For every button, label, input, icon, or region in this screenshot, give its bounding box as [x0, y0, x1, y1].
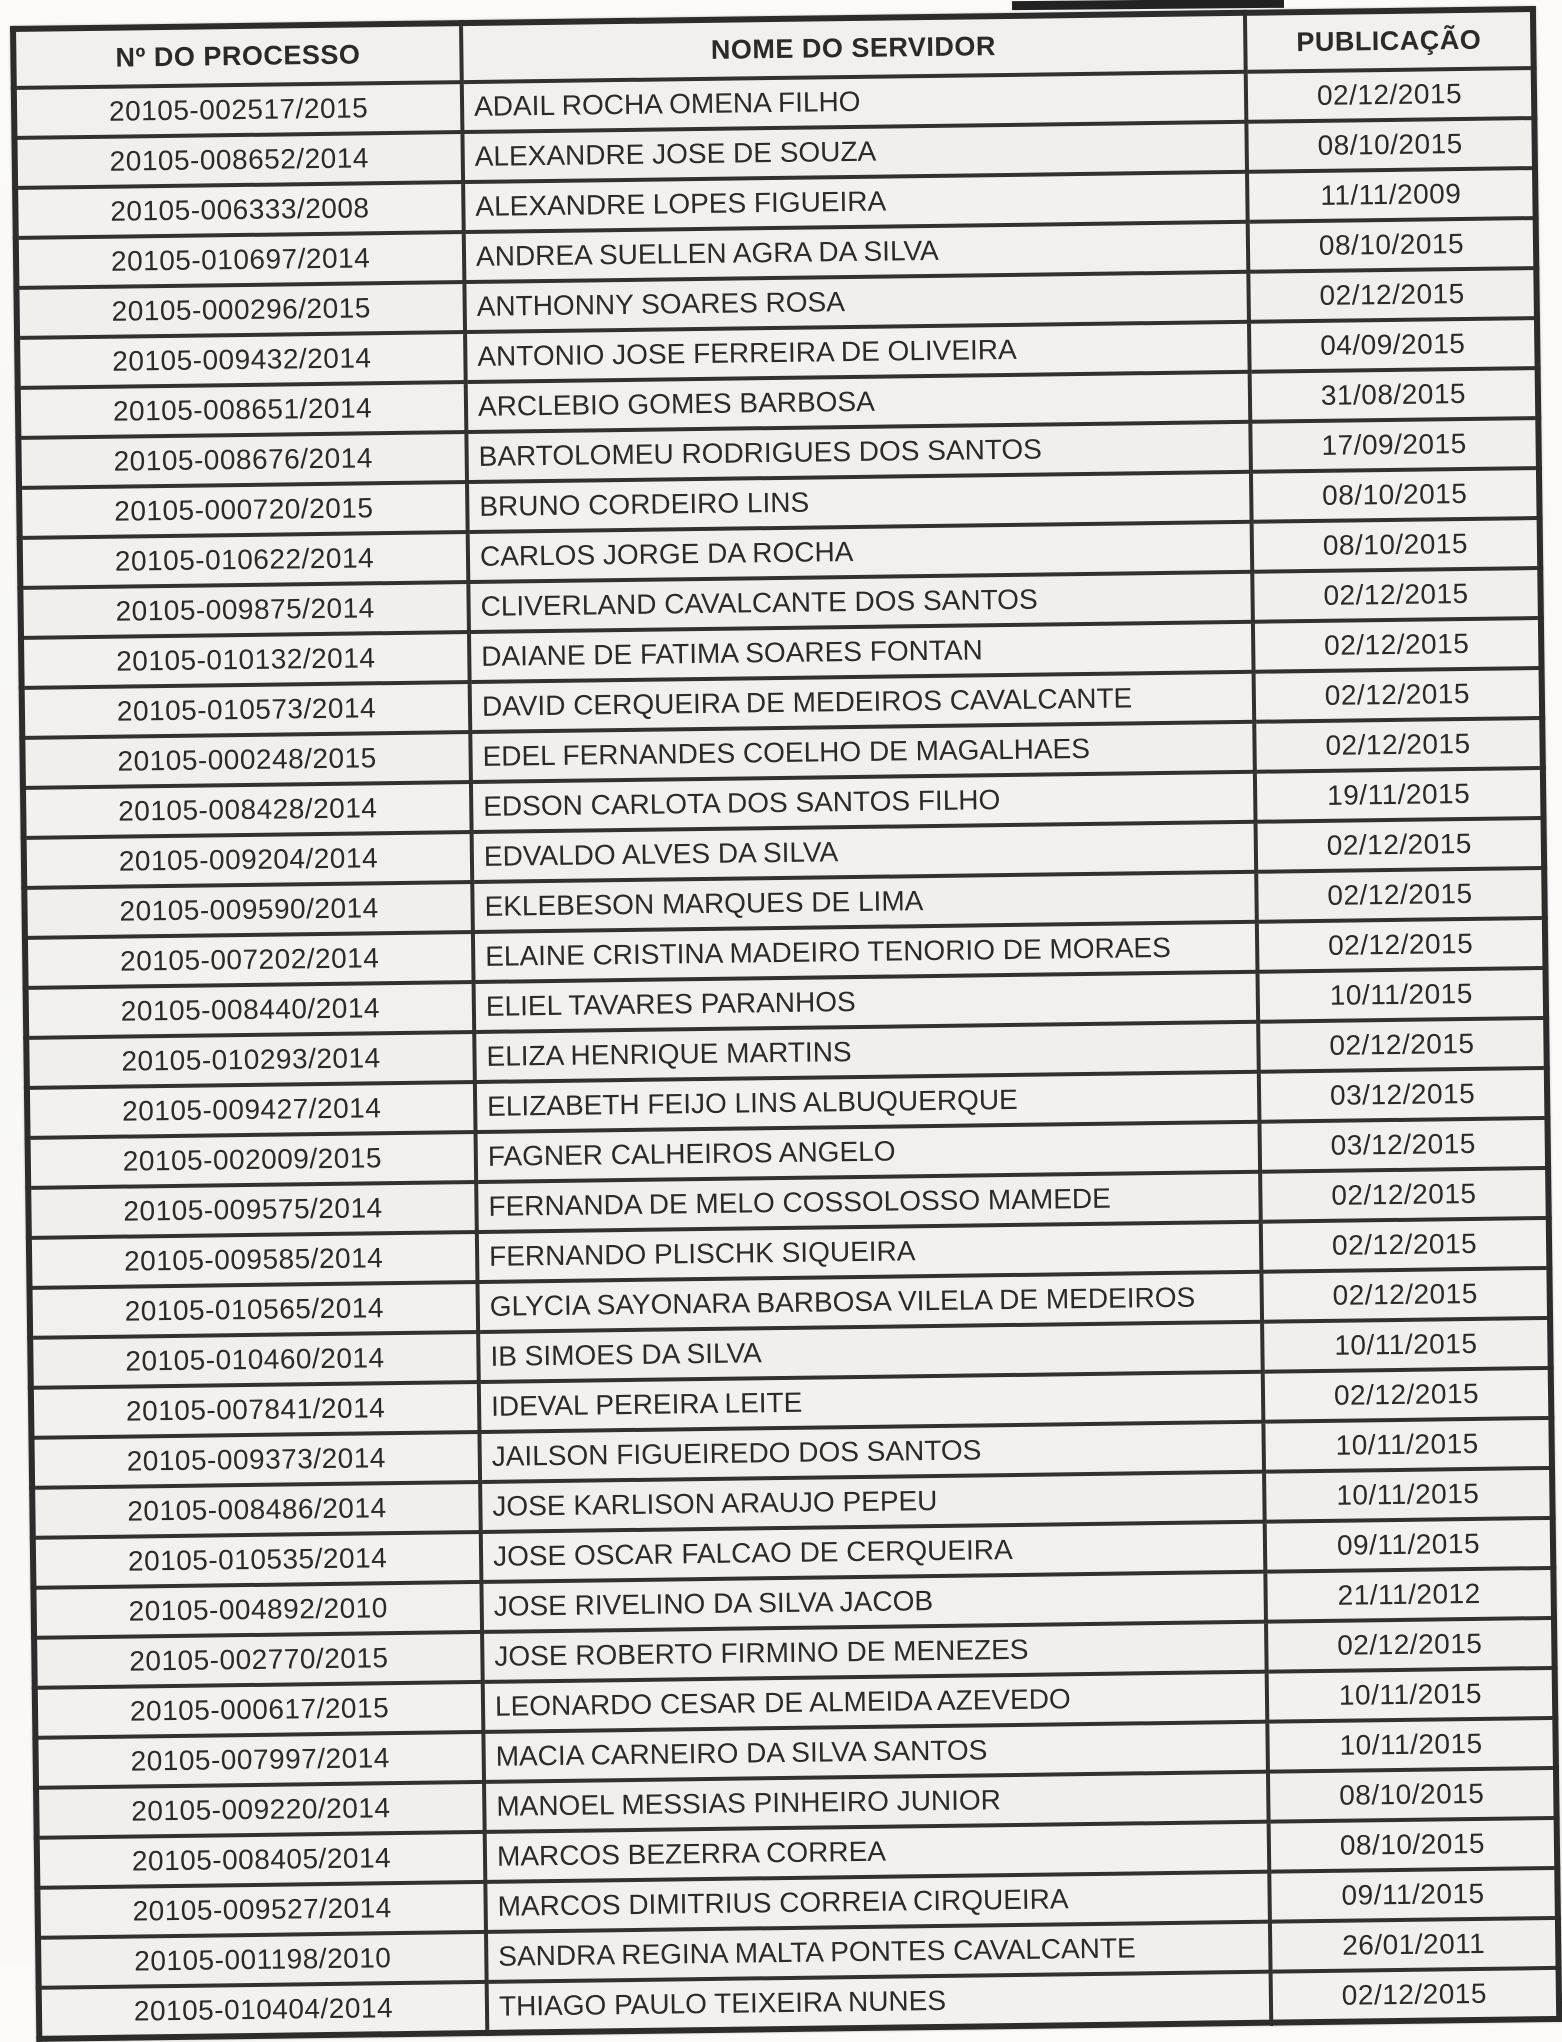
cell-processo-number: 20105-009590/2014 [24, 882, 473, 938]
cell-servidor-name: JAILSON FIGUEIREDO DOS SANTOS [479, 1422, 1264, 1482]
cell-publicacao-date: 09/11/2015 [1269, 1868, 1558, 1922]
cell-servidor-name: FERNANDA DE MELO COSSOLOSSO MAMEDE [476, 1172, 1261, 1232]
cell-processo-number: 20105-009527/2014 [37, 1882, 486, 1938]
cell-servidor-name: ANTONIO JOSE FERREIRA DE OLIVEIRA [465, 322, 1250, 382]
cell-servidor-name: BARTOLOMEU RODRIGUES DOS SANTOS [466, 422, 1251, 482]
cell-publicacao-date: 02/12/2015 [1261, 1218, 1550, 1272]
cell-publicacao-date: 02/12/2015 [1254, 718, 1543, 772]
cell-publicacao-date: 10/11/2015 [1267, 1718, 1556, 1772]
cell-servidor-name: DAIANE DE FATIMA SOARES FONTAN [469, 622, 1254, 682]
cell-servidor-name: JOSE OSCAR FALCAO DE CERQUEIRA [481, 1522, 1266, 1582]
cell-processo-number: 20105-010535/2014 [33, 1532, 482, 1588]
cell-publicacao-date: 02/12/2015 [1248, 268, 1537, 322]
cell-processo-number: 20105-010573/2014 [22, 682, 471, 738]
cell-publicacao-date: 11/11/2009 [1247, 168, 1536, 222]
cell-servidor-name: MARCOS DIMITRIUS CORREIA CIRQUEIRA [485, 1872, 1270, 1932]
cell-servidor-name: THIAGO PAULO TEIXEIRA NUNES [487, 1972, 1272, 2033]
cell-publicacao-date: 02/12/2015 [1253, 618, 1542, 672]
cell-publicacao-date: 31/08/2015 [1250, 368, 1539, 422]
cell-servidor-name: ANTHONNY SOARES ROSA [464, 272, 1249, 332]
cell-processo-number: 20105-009373/2014 [31, 1432, 480, 1488]
cell-processo-number: 20105-002517/2015 [14, 82, 463, 138]
cell-publicacao-date: 04/09/2015 [1249, 318, 1538, 372]
cell-processo-number: 20105-007997/2014 [35, 1732, 484, 1788]
cell-processo-number: 20105-007841/2014 [31, 1382, 480, 1438]
cell-servidor-name: JOSE ROBERTO FIRMINO DE MENEZES [482, 1622, 1267, 1682]
cell-processo-number: 20105-006333/2008 [15, 182, 464, 238]
cell-publicacao-date: 03/12/2015 [1259, 1068, 1548, 1122]
cell-processo-number: 20105-010404/2014 [39, 1982, 488, 2039]
cell-publicacao-date: 02/12/2015 [1256, 868, 1545, 922]
cell-publicacao-date: 10/11/2015 [1264, 1468, 1553, 1522]
cell-publicacao-date: 08/10/2015 [1246, 118, 1535, 172]
cell-publicacao-date: 19/11/2015 [1255, 768, 1544, 822]
cell-publicacao-date: 10/11/2015 [1263, 1418, 1552, 1472]
cell-processo-number: 20105-010622/2014 [20, 532, 469, 588]
cell-processo-number: 20105-010293/2014 [26, 1032, 475, 1088]
cell-processo-number: 20105-009432/2014 [17, 332, 466, 388]
cell-processo-number: 20105-008486/2014 [32, 1482, 481, 1538]
cell-processo-number: 20105-008652/2014 [14, 132, 463, 188]
column-header-processo: Nº DO PROCESSO [13, 23, 462, 88]
cell-servidor-name: FAGNER CALHEIROS ANGELO [476, 1122, 1261, 1182]
cell-processo-number: 20105-009427/2014 [27, 1082, 476, 1138]
cell-processo-number: 20105-002009/2015 [28, 1132, 477, 1188]
cell-publicacao-date: 02/12/2015 [1271, 1968, 1560, 2023]
cell-publicacao-date: 10/11/2015 [1267, 1668, 1556, 1722]
cell-servidor-name: ELAINE CRISTINA MADEIRO TENORIO DE MORAES [473, 922, 1258, 982]
column-header-nome-servidor: NOME DO SERVIDOR [461, 13, 1246, 82]
cell-processo-number: 20105-010565/2014 [30, 1282, 479, 1338]
cell-servidor-name: LEONARDO CESAR DE ALMEIDA AZEVEDO [483, 1672, 1268, 1732]
cell-servidor-name: ALEXANDRE JOSE DE SOUZA [462, 122, 1247, 182]
servidores-publicacao-table [10, 6, 1562, 2042]
cell-publicacao-date: 08/10/2015 [1248, 218, 1537, 272]
cell-processo-number: 20105-008676/2014 [18, 432, 467, 488]
cell-processo-number: 20105-008651/2014 [18, 382, 467, 438]
cell-processo-number: 20105-010697/2014 [16, 232, 465, 288]
cell-servidor-name: IB SIMOES DA SILVA [478, 1322, 1263, 1382]
cell-servidor-name: CARLOS JORGE DA ROCHA [468, 522, 1253, 582]
cell-servidor-name: SANDRA REGINA MALTA PONTES CAVALCANTE [486, 1922, 1271, 1982]
cell-publicacao-date: 08/10/2015 [1252, 518, 1541, 572]
scan-edge-artifact [1012, 0, 1284, 10]
cell-servidor-name: ELIZA HENRIQUE MARTINS [474, 1022, 1259, 1082]
cell-publicacao-date: 02/12/2015 [1261, 1268, 1550, 1322]
cell-servidor-name: EDEL FERNANDES COELHO DE MAGALHAES [470, 722, 1255, 782]
cell-processo-number: 20105-010132/2014 [21, 632, 470, 688]
cell-publicacao-date: 02/12/2015 [1246, 68, 1535, 122]
cell-processo-number: 20105-009875/2014 [20, 582, 469, 638]
cell-servidor-name: BRUNO CORDEIRO LINS [467, 472, 1252, 532]
cell-servidor-name: ALEXANDRE LOPES FIGUEIRA [463, 172, 1248, 232]
cell-publicacao-date: 03/12/2015 [1259, 1118, 1548, 1172]
cell-servidor-name: ADAIL ROCHA OMENA FILHO [462, 72, 1247, 132]
cell-publicacao-date: 21/11/2012 [1265, 1568, 1554, 1622]
column-header-publicacao: PUBLICAÇÃO [1245, 9, 1534, 72]
cell-servidor-name: ANDREA SUELLEN AGRA DA SILVA [464, 222, 1249, 282]
cell-servidor-name: GLYCIA SAYONARA BARBOSA VILELA DE MEDEIROS [477, 1272, 1262, 1332]
cell-publicacao-date: 02/12/2015 [1258, 1018, 1547, 1072]
cell-publicacao-date: 08/10/2015 [1251, 468, 1540, 522]
cell-processo-number: 20105-010460/2014 [30, 1332, 479, 1388]
cell-processo-number: 20105-002770/2015 [34, 1632, 483, 1688]
cell-publicacao-date: 10/11/2015 [1262, 1318, 1551, 1372]
table-body [14, 68, 1559, 2039]
cell-servidor-name: CLIVERLAND CAVALCANTE DOS SANTOS [468, 572, 1253, 632]
cell-processo-number: 20105-009575/2014 [28, 1182, 477, 1238]
cell-publicacao-date: 02/12/2015 [1252, 568, 1541, 622]
cell-publicacao-date: 08/10/2015 [1268, 1768, 1557, 1822]
cell-servidor-name: ARCLEBIO GOMES BARBOSA [466, 372, 1251, 432]
cell-publicacao-date: 10/11/2015 [1257, 968, 1546, 1022]
cell-processo-number: 20105-000296/2015 [16, 282, 465, 338]
cell-servidor-name: ELIZABETH FEIJO LINS ALBUQUERQUE [475, 1072, 1260, 1132]
cell-processo-number: 20105-001198/2010 [38, 1932, 487, 1988]
cell-publicacao-date: 02/12/2015 [1260, 1168, 1549, 1222]
cell-processo-number: 20105-009585/2014 [29, 1232, 478, 1288]
cell-servidor-name: IDEVAL PEREIRA LEITE [479, 1372, 1264, 1432]
cell-publicacao-date: 17/09/2015 [1250, 418, 1539, 472]
cell-servidor-name: MARCOS BEZERRA CORREA [485, 1822, 1270, 1882]
cell-processo-number: 20105-000617/2015 [35, 1682, 484, 1738]
cell-publicacao-date: 02/12/2015 [1254, 668, 1543, 722]
cell-processo-number: 20105-004892/2010 [33, 1582, 482, 1638]
cell-servidor-name: MACIA CARNEIRO DA SILVA SANTOS [483, 1722, 1268, 1782]
cell-processo-number: 20105-008405/2014 [37, 1832, 486, 1888]
cell-servidor-name: FERNANDO PLISCHK SIQUEIRA [477, 1222, 1262, 1282]
cell-servidor-name: EKLEBESON MARQUES DE LIMA [472, 872, 1257, 932]
cell-publicacao-date: 26/01/2011 [1270, 1918, 1559, 1972]
cell-publicacao-date: 02/12/2015 [1263, 1368, 1552, 1422]
cell-publicacao-date: 02/12/2015 [1256, 818, 1545, 872]
cell-processo-number: 20105-009204/2014 [24, 832, 473, 888]
cell-servidor-name: DAVID CERQUEIRA DE MEDEIROS CAVALCANTE [470, 672, 1255, 732]
cell-processo-number: 20105-008440/2014 [26, 982, 475, 1038]
cell-servidor-name: MANOEL MESSIAS PINHEIRO JUNIOR [484, 1772, 1269, 1832]
cell-publicacao-date: 09/11/2015 [1265, 1518, 1554, 1572]
cell-publicacao-date: 02/12/2015 [1266, 1618, 1555, 1672]
cell-publicacao-date: 02/12/2015 [1257, 918, 1546, 972]
cell-processo-number: 20105-009220/2014 [36, 1782, 485, 1838]
cell-processo-number: 20105-000248/2015 [22, 732, 471, 788]
cell-servidor-name: JOSE KARLISON ARAUJO PEPEU [480, 1472, 1265, 1532]
cell-servidor-name: EDSON CARLOTA DOS SANTOS FILHO [471, 772, 1256, 832]
cell-servidor-name: ELIEL TAVARES PARANHOS [474, 972, 1259, 1032]
cell-processo-number: 20105-008428/2014 [23, 782, 472, 838]
cell-processo-number: 20105-000720/2015 [19, 482, 468, 538]
cell-publicacao-date: 08/10/2015 [1269, 1818, 1558, 1872]
cell-servidor-name: JOSE RIVELINO DA SILVA JACOB [481, 1572, 1266, 1632]
cell-processo-number: 20105-007202/2014 [25, 932, 474, 988]
cell-servidor-name: EDVALDO ALVES DA SILVA [472, 822, 1257, 882]
